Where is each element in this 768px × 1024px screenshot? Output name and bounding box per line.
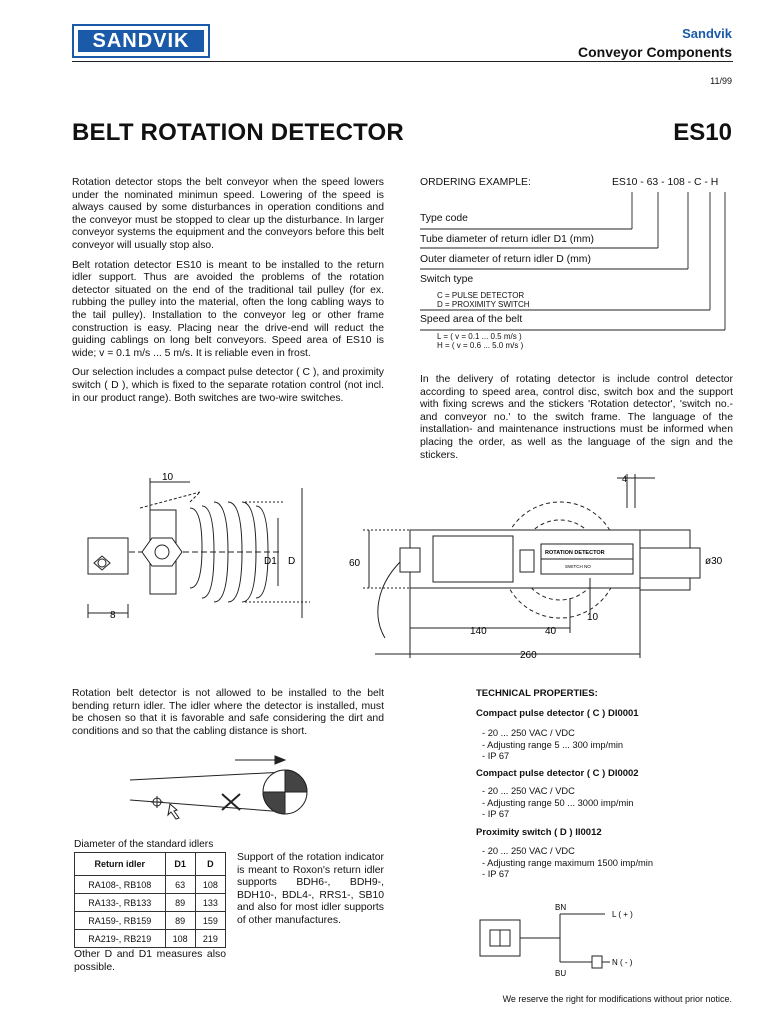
- list-item: - Adjusting range 50 ... 3000 imp/min: [482, 798, 633, 810]
- dim-d1: D1: [264, 556, 277, 567]
- tech-group-2-list: [482, 786, 633, 821]
- doc-date: 11/99: [710, 76, 732, 86]
- tech-group-3-list: [482, 846, 653, 881]
- list-item: - 20 ... 250 VAC / VDC: [482, 786, 633, 798]
- wiring-diagram: [470, 900, 670, 980]
- dim-10: 10: [162, 472, 174, 483]
- table-row: [75, 894, 226, 912]
- list-item: - IP 67: [482, 751, 623, 763]
- col-d1: D1: [165, 853, 195, 876]
- sandvik-logo: [72, 24, 210, 58]
- wire-n-minus: N ( - ): [612, 958, 633, 967]
- cell: 63: [165, 876, 195, 894]
- brand-name: Sandvik: [682, 26, 732, 41]
- dim-8: 8: [110, 610, 116, 621]
- cell: 89: [165, 912, 195, 930]
- cell: RA133-, RB133: [75, 894, 166, 912]
- speed-h: H = ( v = 0.6 ... 5.0 m/s ): [437, 341, 524, 350]
- wire-l-plus: L ( + ): [612, 910, 633, 919]
- cell: 108: [195, 876, 225, 894]
- col-return-idler: Return idler: [75, 853, 166, 876]
- table-row: [75, 930, 226, 948]
- ordering-row-speed: Speed area of the belt: [420, 314, 523, 325]
- cell: 159: [195, 912, 225, 930]
- tech-group-1-list: [482, 728, 623, 763]
- cell: 108: [165, 930, 195, 948]
- cell: 219: [195, 930, 225, 948]
- list-item: - IP 67: [482, 869, 653, 881]
- tech-group-2-title: Compact pulse detector ( C ) DI0002: [476, 768, 639, 779]
- idlers-caption: Diameter of the standard idlers: [74, 839, 214, 850]
- tech-title: TECHNICAL PROPERTIES:: [476, 688, 598, 699]
- ordering-example: ES10 - 63 - 108 - C - H: [612, 177, 719, 188]
- tech-group-3-title: Proximity switch ( D ) II0012: [476, 827, 602, 838]
- ordering-row-type: Type code: [420, 213, 468, 224]
- list-item: - 20 ... 250 VAC / VDC: [482, 846, 653, 858]
- intro-paragraph-2: Belt rotation detector ES10 is meant to be installed to the return idler support. Thus are avoided the problems of the rotation detector situated on the end of the traditional tail pulley (for ex. rubbing the pulley into the material, often the long cabling ways to the tail pulley). Installation to the conveyor leg or other frame construction is easy. Placing near the drive-end will reduct the guiding cablings on long belt conveyors. Speed area of ES10 is wide; v = 0.1 m/s ... 5 m/s. It is reliable even in frost.: [72, 259, 384, 359]
- page-title: BELT ROTATION DETECTOR: [72, 119, 404, 146]
- list-item: - 20 ... 250 VAC / VDC: [482, 728, 623, 740]
- cell: 89: [165, 894, 195, 912]
- speed-l: L = ( v = 0.1 ... 0.5 m/s ): [437, 332, 522, 341]
- wire-bn: BN: [555, 903, 567, 912]
- intro-paragraph-3: Our selection includes a compact pulse detector ( C ), and proximity switch ( D ), which is fixed to the separate rotation control (not incl. in our product range). Both switches are two-wire switches.: [72, 367, 384, 404]
- dim-30: ø30: [705, 556, 723, 567]
- list-item: - IP 67: [482, 809, 633, 821]
- product-code: ES10: [673, 119, 732, 146]
- cell: RA108-, RB108: [75, 876, 166, 894]
- support-paragraph: Support of the rotation indicator is meant to Roxon's return idler supports BDH6-, BDH9-, BDH10-, BDL4-, RRS1-, SB10 and also for most idler supports of other manufactures.: [237, 852, 384, 926]
- brand-block: [578, 26, 732, 60]
- tech-group-1-title: Compact pulse detector ( C ) DI0001: [476, 708, 639, 719]
- switch-c: C = PULSE DETECTOR: [437, 291, 525, 300]
- wire-bu: BU: [555, 969, 567, 978]
- dim-60: 60: [349, 558, 361, 569]
- division-name: Conveyor Components: [577, 44, 732, 60]
- idler-side-drawing: [80, 468, 330, 628]
- table-row: [75, 876, 226, 894]
- dim-140: 140: [470, 626, 487, 637]
- intro-column: [72, 177, 384, 405]
- ordering-row-d1: Tube diameter of return idler D1 (mm): [420, 234, 595, 245]
- ordering-label: ORDERING EXAMPLE:: [420, 177, 531, 188]
- install-paragraph: Rotation belt detector is not allowed to be installed to the belt bending return idler. The idler where the detector is installed, must be chosen so that it is favorable and safe considering the dirt and conditions and so that the cabling distance is short.: [72, 688, 384, 737]
- box-label: ROTATION DETECTOR: [545, 550, 605, 556]
- ordering-row-d: Outer diameter of return idler D (mm): [420, 254, 591, 265]
- detector-top-drawing: [349, 468, 745, 668]
- intro-paragraph-1: Rotation detector stops the belt conveyor when the speed lowers under the nominated minimun speed. Lowering of the speed is always caused by some disturbances in operation conditions and the conveyor must be stopped to clear up the disturbance. In larger conveyor systems the equipment and the conveyors before this belt conveyor will usually stop also.: [72, 177, 384, 251]
- switch-d: D = PROXIMITY SWITCH: [437, 300, 530, 309]
- col-d: D: [195, 853, 225, 876]
- list-item: - Adjusting range maximum 1500 imp/min: [482, 858, 653, 870]
- dim-d: D: [288, 556, 296, 567]
- logo-text: SANDVIK: [78, 30, 204, 52]
- table-row: [75, 912, 226, 930]
- belt-diagram: [125, 752, 325, 824]
- dim-260: 260: [520, 650, 537, 661]
- dim-40: 40: [545, 626, 557, 637]
- cell: RA219-, RB219: [75, 930, 166, 948]
- dim-4: 4: [622, 474, 628, 484]
- idlers-note: Other D and D1 measures also possible.: [74, 949, 226, 973]
- idlers-table: [74, 852, 226, 948]
- list-item: - Adjusting range 5 ... 300 imp/min: [482, 740, 623, 752]
- ordering-row-switch: Switch type: [420, 274, 474, 285]
- footer-notice: We reserve the right for modifications without prior notice.: [502, 994, 732, 1004]
- header-rule: [72, 61, 733, 62]
- delivery-paragraph: In the delivery of rotating detector is include control detector according to speed area, control disc, switch box and the support with fixing screws and the stickers 'Rotation detector', 'switch no.- and conveyor no.' to the switch frame. The language of the installation- and maintenance instructions must be informed when placing the order, as well as the language of the sign and the stickers.: [420, 374, 733, 461]
- cell: 133: [195, 894, 225, 912]
- dim-10b: 10: [587, 612, 599, 623]
- box-sub: SWITCH NO: [565, 564, 591, 569]
- cell: RA159-, RB159: [75, 912, 166, 930]
